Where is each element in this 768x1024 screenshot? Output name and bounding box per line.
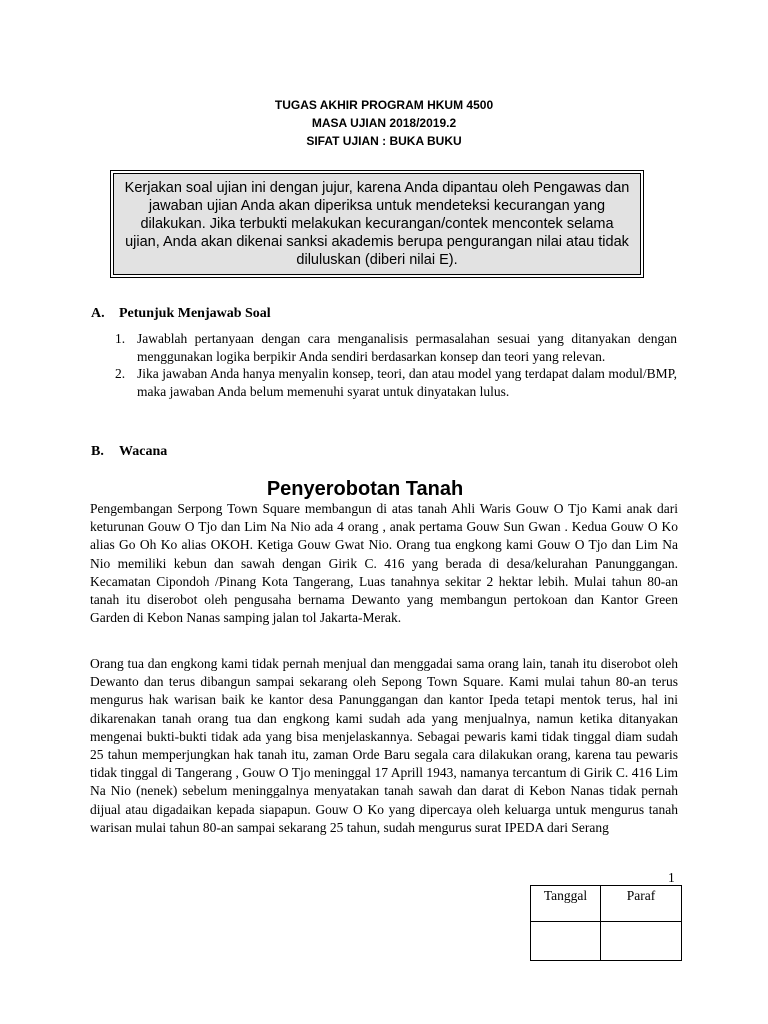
page-number: 1 — [668, 870, 675, 885]
exam-title: TUGAS AKHIR PROGRAM HKUM 4500 — [274, 98, 494, 112]
instruction-list — [115, 330, 677, 400]
article-paragraph: Pengembangan Serpong Town Square membangun di atas tanah Ahli Waris Gouw O Tjo Kami anak dari keturunan Gouw O Tjo dan Lim Na Nio ada 4 orang , anak pertama Gouw Sun Gwan . Kedua Gouw O Ko alias Go Oh Ko alias OKOH. Ketiga Gouw Gwat Nio. Orang tua engkong kami Gouw O Tjo dan Lim Na Nio memiliki kebun dan sawah dengan Girik C. 416 yang berada di desa/kelurahan Panunggangan. Kecamatan Cipondoh /Pinang Kota Tangerang, Luas tanahnya sekitar 2 hektar lebih. Mulai tahun 80-an tanah itu diserobot oleh pengusaha bernama Dewanto yang membangun pertokoan dan Kantor Green Garden di Kebon Nanas samping jalan tol Jakarta-Merak. — [90, 501, 678, 626]
exam-type: SIFAT UJIAN : BUKA BUKU — [306, 134, 462, 148]
section-b-title: Wacana — [119, 444, 168, 459]
notice-text: Kerjakan soal ujian ini dengan jujur, karena Anda dipantau oleh Pengawas dan jawaban ujian Anda akan diperiksa untuk mendeteksi kecurangan yang dilakukan. Jika terbukti melakukan kecurangan/contek mencontek selama ujian, Anda akan dikenai sanksi akademis berupa pengurangan nilai atau tidak diluluskan (diberi nilai E). — [113, 173, 641, 275]
initial-header: Paraf — [601, 886, 682, 922]
list-item-number: 2. — [115, 366, 126, 381]
section-a-title: Petunjuk Menjawab Soal — [119, 306, 271, 321]
initial-cell — [601, 922, 682, 961]
date-header: Tanggal — [531, 886, 601, 922]
section-b-letter: B. — [91, 444, 104, 459]
date-cell — [531, 922, 601, 961]
exam-period: MASA UJIAN 2018/2019.2 — [311, 116, 457, 130]
section-a-letter: A. — [91, 306, 105, 321]
signature-table — [530, 885, 682, 961]
article-title: Penyerobotan Tanah — [266, 478, 464, 500]
article-paragraph: Orang tua dan engkong kami tidak pernah menjual dan menggadai sama orang lain, tanah itu diserobot oleh Dewanto dan terus dibangun sampai sekarang oleh Sepong Town Square. Kami mulai tahun 80-an terus mengurus hak warisan baik ke kantor desa Panunggangan dan kantor Ipeda tetapi mentok terus, hal ini dikarenakan tanah orang tua dan engkong kami sudah ada yang menjualnya, namun ketika ditanyakan mengenai bukti-bukti tidak ada yang bisa menjelaskannya. Sebagai pewaris kami tidak tinggal diam sudah 25 tahun memperjungkan hak tanah itu, zaman Orde Baru segala cara dilakukan orang, karena tau pewaris tidak tinggal di Tangerang , Gouw O Tjo meninggal 17 Aprill 1943, namanya tercantum di Girik C. 416 Lim Na Nio (nenek) sebelum meninggalnya menyatakan tanah sawah dan darat di Kebon Nanas tidak pernah dijual atau digadaikan kepada siapapun. Gouw O Ko yang dipercaya oleh keluarga untuk mengurus tanah warisan mulai tahun 80-an sampai sekarang 25 tahun, sudah mengurus surat IPEDA dari Serang — [90, 656, 678, 835]
list-item — [115, 365, 677, 400]
list-item — [115, 330, 677, 365]
list-item-text: Jawablah pertanyaan dengan cara menganalisis permasalahan sesuai yang ditanyakan dengan menggunakan logika berpikir Anda sendiri berdasarkan konsep dan teori yang relevan. — [137, 331, 677, 364]
section-b-heading — [91, 444, 167, 460]
section-a-heading — [91, 306, 271, 322]
list-item-text: Jika jawaban Anda hanya menyalin konsep, teori, dan atau model yang terdapat dalam modul/BMP, maka jawaban Anda belum memenuhi syarat untuk dinyatakan lulus. — [137, 366, 677, 399]
exam-header — [0, 96, 768, 150]
notice-box — [110, 170, 644, 278]
list-item-number: 1. — [115, 331, 126, 346]
